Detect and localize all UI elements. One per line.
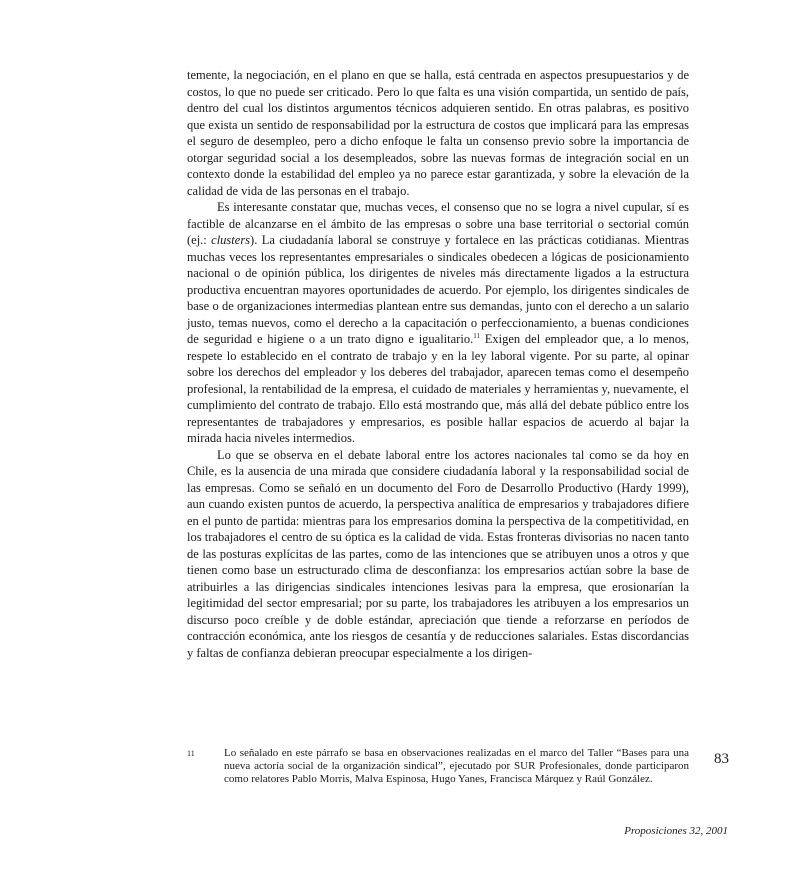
footnote-reference: 11 xyxy=(473,331,480,340)
emphasis-clusters: clusters xyxy=(211,233,251,247)
footnote xyxy=(187,747,689,786)
page-number: 83 xyxy=(714,751,729,767)
running-footer: Proposiciones 32, 2001 xyxy=(624,825,728,837)
paragraph-3: Lo que se observa en el debate laboral entre los actores nacionales tal como se da hoy en Chile, es la ausencia de una mirada que considere ciudadanía laboral y la responsabilidad social de las empresas. Como se señaló en un documento del Foro de Desarrollo Productivo (Hardy 1999), aun cuando existen puntos de acuerdo, la perspectiva analítica de empresarios y trabajadores difiere en el punto de partida: mientras para los empresarios domina la perspectiva de la competitividad, en los trabajadores el centro de su óptica es la calidad de vida. Estas fronteras divisorias no nacen tanto de las posturas explícitas de las partes, como de las intenciones que se atribuyen unos a otros y que tienen como base un estructurado clima de desconfianza: los empresarios actúan sobre la base de atribuirles a las dirigencias sindicales intenciones lesivas para la empresa, que erosionarían la legitimidad del sector empresarial; por su parte, los trabajadores les atribuyen a los empresarios un discurso poco creíble y de doble estándar, apreciación que tiende a reforzarse en períodos de contracción económica, ante los riesgos de cesantía y de reducciones salariales. Estas discordancias y faltas de confianza debieran preocupar especialmente a los dirigen- xyxy=(187,447,689,660)
paragraph-1: temente, la negociación, en el plano en que se halla, está centrada en aspectos presupuestarios y de costos, lo que no puede ser criticado. Pero lo que falta es una visión compartida, un sentido de país, dentro del cual los distintos argumentos técnicos adquieren sentido. En otras palabras, es positivo que exista un sentido de responsabilidad por la estructura de costos que implicará para las empresas el seguro de desempleo, pero a dicho enfoque le falta un consenso previo sobre la importancia de otorgar seguridad social a los desempleados, sobre las nuevas formas de integración social en un contexto donde la estabilidad del empleo ya no parece estar garantizada, y sobre la elevación de la calidad de vida de las personas en el trabajo. xyxy=(187,68,689,198)
paragraph-2 xyxy=(187,199,689,447)
paragraph-2-part-a: Es interesante constatar que, muchas veces, el consenso que no se logra a nivel cupular, sí es factible de alcanzarse en el ámbito de las empresas o sobre una base territorial o sectorial común (ej.: xyxy=(187,200,689,247)
paragraph-2-part-c: Exigen del empleador que, a lo menos, respete lo establecido en el contrato de trabajo y en la ley laboral vigente. Por su parte, al opinar sobre los derechos del empleador y los deberes del trabajador, aparecen temas como el desempeño profesional, la rentabilidad de la empresa, el cuidado de materiales y herramientas y, nuevamente, el cumplimiento del contrato de trabajo. Ello está mostrando que, más allá del debate público entre los representantes de trabajadores y empresarios, es posible hallar espacios de acuerdo al bajar la mirada hacia niveles intermedios. xyxy=(187,332,689,445)
footnote-number: 11 xyxy=(187,749,195,758)
body-text xyxy=(187,67,689,661)
paragraph-2-part-b: ). La ciudadanía laboral se construye y fortalece en las prácticas cotidianas. Mientras muchas veces los representantes empresariales o sindicales obedecen a lógicas de posicionamiento nacional o de opinión pública, los dirigentes de niveles más directamente ligados a la estructura productiva encuentran mayores oportunidades de acuerdo. Por ejemplo, los dirigentes sindicales de base o de organizaciones intermedias plantean entre sus demandas, junto con el derecho a un salario justo, temas nuevos, como el derecho a la capacitación o perfeccionamiento, a buenas condiciones de seguridad e higiene o a un trato digno e igualitario. xyxy=(187,233,689,346)
footnote-text: Lo señalado en este párrafo se basa en observaciones realizadas en el marco del Taller “Bases para una nueva actoría social de la organización sindical”, ejecutado por SUR Profesionales, donde participaron como relatores Pablo Morris, Malva Espinosa, Hugo Yanes, Francisca Márquez y Raúl González. xyxy=(224,747,689,785)
